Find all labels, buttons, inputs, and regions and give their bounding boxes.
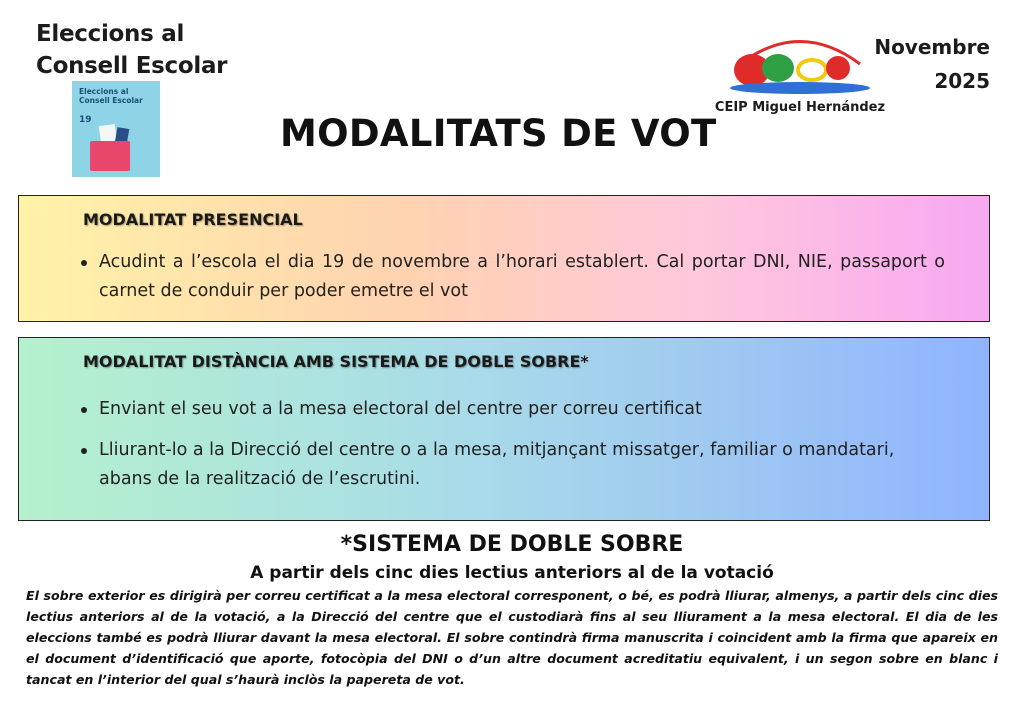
section-presencial [18, 195, 990, 322]
list-item: Enviant el seu vot a la mesa electoral del centre per correu certificat [99, 395, 945, 424]
footnote-body: El sobre exterior es dirigirà per correu certificat a la mesa electoral corresponent, o bé, es podrà lliurar, almenys, a partir dels cinc dies lectius anteriors al de la votació, a la Direcció del centre que el custodiarà fins al seu lliurament a la mesa electoral. El dia de les eleccions també es podrà lliurar davant la mesa electoral. El sobre contindrà firma manuscrita i coincident amb la firma que apareix en el document d’identificació que aporte, fotocòpia del DNI o d’un altre document acreditatiu equivalent, i un segon sobre en blanc i tancat en l’interior del qual s’haurà inclòs la papereta de vot. [26, 588, 998, 687]
list-item: Acudint a l’escola el dia 19 de novembre a l’horari establert. Cal portar DNI, NIE, passaport o carnet de conduir per poder emetre el vot [99, 248, 945, 306]
footnote-title: *SISTEMA DE DOBLE SOBRE [340, 532, 684, 557]
school-name: CEIP Miguel Hernández [714, 100, 886, 115]
date-year: 2025 [934, 69, 990, 93]
date-block [874, 30, 990, 98]
election-poster-image [72, 81, 160, 191]
list-item: Lliurant-lo a la Direcció del centre o a la mesa, mitjançant missatger, familiar o mandatari, abans de la realització de l’escrutini. [99, 436, 945, 494]
logo-red-dot [826, 56, 850, 80]
school-logo [700, 24, 900, 120]
section-heading-text: MODALITAT DISTÀNCIA AMB SISTEMA DE DOBLE SOBRE [83, 352, 581, 371]
logo-yellow-ring [798, 60, 826, 80]
section-heading [83, 210, 303, 229]
footnote-subtitle: A partir dels cinc dies lectius anteriors al de la votació [250, 563, 774, 583]
header-title [36, 18, 227, 82]
section-heading [83, 352, 589, 371]
poster-ballot-box-icon [90, 141, 130, 171]
header-title-line1: Eleccions al [36, 21, 185, 47]
footnote-marker: * [580, 352, 589, 371]
header-title-line2: Consell Escolar [36, 53, 228, 79]
section-distancia [18, 337, 990, 521]
poster-day: 19 [79, 115, 92, 125]
logo-green-blob [762, 54, 794, 82]
page-title: MODALITATS DE VOT [280, 112, 717, 155]
logo-blue-wave [730, 82, 870, 94]
section-list [99, 248, 945, 318]
poster-title: Eleccions al Consell Escolar [79, 87, 143, 105]
section-list [99, 395, 945, 506]
poster-footer [72, 177, 160, 191]
date-month: Novembre [874, 35, 990, 59]
section-heading-text: MODALITAT PRESENCIAL [83, 210, 303, 229]
school-logo-drawing [700, 24, 900, 104]
